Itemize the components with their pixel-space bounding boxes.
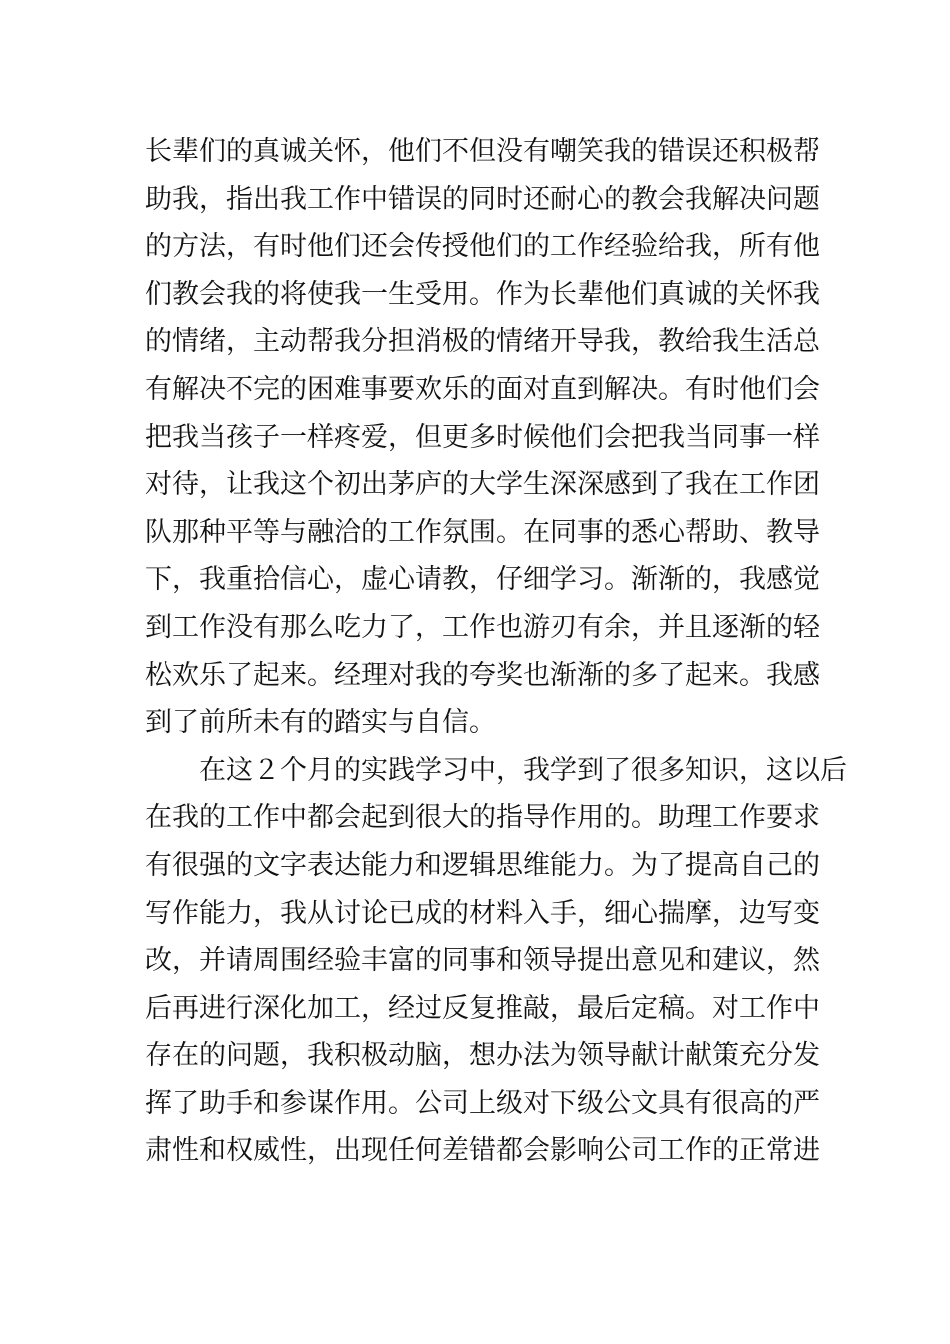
text-line: 挥了助手和参谋作用。公司上级对下级公文具有很高的严 (145, 1087, 820, 1119)
text-line: 有解决不完的困难事要欢乐的面对直到解决。有时他们会 (145, 373, 820, 405)
text-line: 有很强的文字表达能力和逻辑思维能力。为了提高自己的 (145, 849, 820, 881)
text-line: 长辈们的真诚关怀，他们不但没有嘲笑我的错误还积极帮 (145, 136, 820, 167)
text-line: 在这２个月的实践学习中，我学到了很多知识，这以后 (199, 754, 847, 786)
text-line: 的情绪，主动帮我分担消极的情绪开导我，教给我生活总 (145, 326, 820, 358)
text-line: 助我，指出我工作中错误的同时还耐心的教会我解决问题 (145, 183, 820, 215)
body-text (145, 128, 847, 1175)
text-line: 存在的问题，我积极动脑，想办法为领导献计献策充分发 (145, 1040, 820, 1072)
text-line: 下，我重拾信心，虚心请教，仔细学习。渐渐的，我感觉 (145, 564, 820, 596)
text-line: 写作能力，我从讨论已成的材料入手，细心揣摩，边写变 (145, 897, 820, 929)
text-line: 改，并请周围经验丰富的同事和领导提出意见和建议，然 (145, 945, 820, 977)
text-line: 对待，让我这个初出茅庐的大学生深深感到了我在工作团 (145, 469, 820, 501)
paragraph-2 (145, 747, 847, 1175)
text-line: 到工作没有那么吃力了，工作也游刃有余，并且逐渐的轻 (145, 611, 820, 643)
text-line: 队那种平等与融洽的工作氛围。在同事的悉心帮助、教导 (145, 516, 820, 548)
text-line: 在我的工作中都会起到很大的指导作用的。助理工作要求 (145, 802, 820, 834)
text-line: 肃性和权威性，出现任何差错都会影响公司工作的正常进 (145, 1135, 820, 1167)
text-line: 把我当孩子一样疼爱，但更多时候他们会把我当同事一样 (145, 421, 820, 453)
text-line: 的方法，有时他们还会传授他们的工作经验给我，所有他 (145, 231, 820, 263)
text-line: 们教会我的将使我一生受用。作为长辈他们真诚的关怀我 (145, 278, 820, 310)
paragraph-1 (145, 128, 820, 747)
text-line: 松欢乐了起来。经理对我的夸奖也渐渐的多了起来。我感 (145, 659, 820, 691)
text-line: 到了前所未有的踏实与自信。 (145, 707, 496, 739)
text-line: 后再进行深化加工，经过反复推敲，最后定稿。对工作中 (145, 992, 820, 1024)
